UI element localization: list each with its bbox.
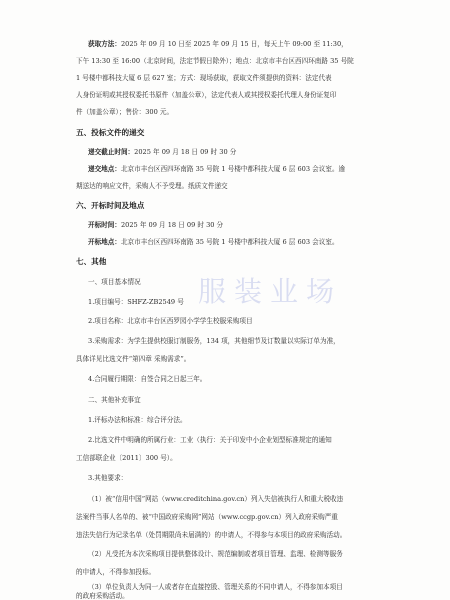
opening-place-value: 北京市丰台区西四环南路 35 号院 1 号楼中都科技大厦 6 层 603 会议室。 <box>120 238 339 246</box>
submit-deadline-label: 递交截止时间： <box>88 148 135 156</box>
item-contract-period: 4.合同履行期限：自签合同之日起三年。 <box>88 375 207 383</box>
item-other-requirements: 3.其他要求： <box>88 474 128 482</box>
item-procurement-need-1: 3.采购需求：为学生提供校服订制服务，134 项，其他细节及订数量以实际订单为准， <box>88 337 340 345</box>
item-project-number: 1.项目编号：SHFZ-ZB2549 号 <box>88 298 184 306</box>
submit-place-label: 递交地点： <box>88 165 121 173</box>
acquire-line-1 <box>88 41 348 48</box>
submit-place-text-1: 北京市丰台区西四环南路 35 号院 1 号楼中都科技大厦 6 层 603 会议室。逾 <box>120 165 346 173</box>
acquire-line-2: 下午 13:30 至 16:00（北京时间，法定节假日除外）；地点：北京市丰台区西四环南路 35 号院 <box>76 57 354 65</box>
submit-place-line <box>88 166 345 173</box>
section-5-heading: 五、投标文件的递交 <box>76 128 145 137</box>
req-3-line-2: 的政府采购活动。 <box>76 592 129 600</box>
sub-heading-basic-info: 一、项目基本情况 <box>88 278 141 286</box>
section-7-heading: 七、其他 <box>76 257 107 266</box>
opening-time-label: 开标时间： <box>88 221 121 229</box>
req-1-line-3: 违法失信行为记录名单（处罚期限尚未届满的）的申请人，不得参与本项目的政府采购活动。 <box>76 531 347 539</box>
submit-deadline-line <box>88 149 236 156</box>
req-3-line-1: （3）单位负责人为同一人或者存在直接控股、管理关系的不同申请人，不得参加本项目 <box>88 583 343 591</box>
acquire-line-4: 人身份证明或其授权委托书原件（加盖公章），法定代表人或其授权委托代理人身份证复印 <box>76 91 337 99</box>
submit-deadline-value: 2025 年 09 月 18 日 09 时 30 分 <box>134 148 237 156</box>
opening-place-line <box>88 239 339 246</box>
section-6-heading: 六、开标时间及地点 <box>76 201 145 210</box>
acquire-text-1: 2025 年 09 月 10 日至 2025 年 09 月 15 日，每天上午 09:00 至 11:30， <box>120 40 348 48</box>
item-industry-1: 2.比选文件中明确的所属行业：工业（执行：关于印发中小企业划型标准规定的通知 <box>88 436 332 444</box>
sub-heading-supplementary: 二、其他补充事宜 <box>88 396 141 404</box>
acquire-label: 获取方法： <box>88 40 121 48</box>
req-1-line-2: 法案件当事人名单的、被“中国政府采购网”网站（www.ccgp.gov.cn）列入政府采购严重 <box>76 513 338 521</box>
req-2-line-1: （2）凡受托为本次采购项目提供整体设计、规范编制或者项目管理、监理、检测等服务 <box>88 550 343 558</box>
req-1-line-1: （1）被“信用中国”网站（www.creditchina.gov.cn）列入失信被执行人和重大税收违 <box>88 495 344 503</box>
submit-place-line-2: 期送达的响应文件，采购人不予受理。纸质文件递交 <box>76 182 228 190</box>
watermark: 服装业场 <box>198 275 343 308</box>
req-2-line-2: 的申请人，不得参加投标。 <box>76 568 156 576</box>
item-project-name: 2.项目名称：北京市丰台区西罗园小学学生校服采购项目 <box>88 317 253 325</box>
opening-place-label: 开标地点： <box>88 238 121 246</box>
item-procurement-need-2: 具体详见比选文件“第四章 采购需求”。 <box>76 355 191 363</box>
acquire-line-3: 1 号楼中都科技大厦 6 层 627 室；方式：现场获取，获取文件须提供的资料：法定代表 <box>76 74 332 82</box>
opening-time-line <box>88 222 223 229</box>
item-evaluation-method: 1.评标办法和标准：综合评分法。 <box>88 416 187 424</box>
acquire-line-5: 件（加盖公章）；售价：300 元。 <box>76 108 174 116</box>
opening-time-value: 2025 年 09 月 18 日 09 时 30 分 <box>120 221 224 229</box>
item-industry-2: 工信部联企业〔2011〕300 号）。 <box>76 454 177 462</box>
